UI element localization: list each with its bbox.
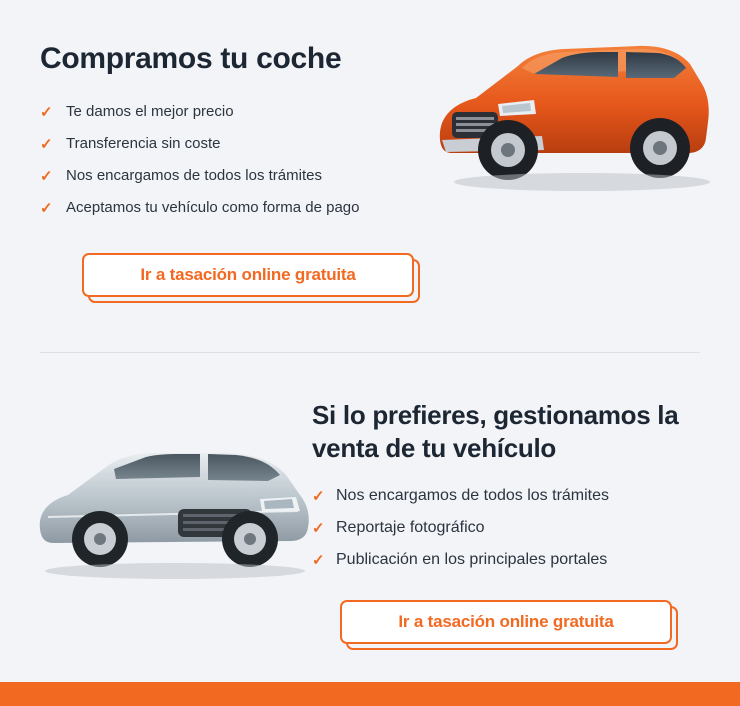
page-title: Compramos tu coche bbox=[40, 42, 342, 75]
silver-sedan-icon bbox=[28, 425, 318, 585]
section-manage-sale bbox=[0, 353, 740, 683]
check-icon: ✓ bbox=[40, 135, 53, 153]
check-icon: ✓ bbox=[312, 520, 325, 538]
list-item bbox=[312, 486, 712, 505]
check-icon: ✓ bbox=[40, 199, 53, 217]
cta-wrapper-two bbox=[340, 600, 680, 648]
valuation-button-bottom[interactable]: Ir a tasación online gratuita bbox=[340, 600, 672, 644]
orange-suv-icon bbox=[422, 22, 712, 197]
manage-sale-content bbox=[312, 399, 712, 648]
cta-wrapper-one bbox=[82, 253, 422, 301]
list-item-label: Aceptamos tu vehículo como forma de pago bbox=[66, 198, 360, 216]
list-item-label: Transferencia sin coste bbox=[66, 134, 221, 152]
list-item-label: Nos encargamos de todos los trámites bbox=[66, 166, 322, 184]
list-item bbox=[40, 199, 700, 217]
check-icon: ✓ bbox=[40, 167, 53, 185]
list-item-label: Te damos el mejor precio bbox=[66, 102, 234, 120]
bottom-accent-bar bbox=[0, 682, 740, 706]
section-buy-car bbox=[0, 0, 740, 352]
check-icon: ✓ bbox=[312, 488, 325, 505]
section-title: Si lo prefieres, gestionamos la venta de tu vehículo bbox=[312, 400, 679, 463]
list-item-label: Reportaje fotográfico bbox=[336, 519, 485, 537]
check-icon: ✓ bbox=[312, 552, 325, 570]
list-item-label: Publicación en los principales portales bbox=[336, 551, 608, 569]
benefits-list-two bbox=[312, 486, 712, 570]
list-item bbox=[312, 550, 712, 569]
list-item-label: Nos encargamos de todos los trámites bbox=[336, 487, 610, 504]
valuation-button-top[interactable]: Ir a tasación online gratuita bbox=[82, 253, 414, 297]
check-icon: ✓ bbox=[40, 103, 53, 121]
list-item bbox=[312, 518, 712, 537]
